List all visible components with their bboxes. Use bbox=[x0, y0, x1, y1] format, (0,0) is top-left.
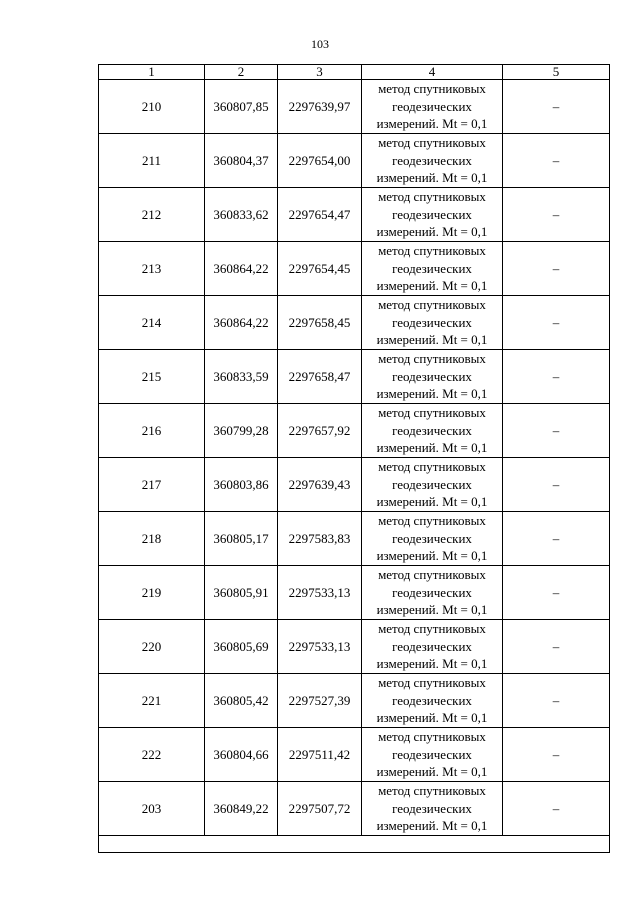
point-number-cell: 203 bbox=[99, 782, 205, 836]
note-cell: – bbox=[503, 134, 610, 188]
method-line: измерений. Mt = 0,1 bbox=[376, 656, 488, 672]
method-cell bbox=[362, 674, 503, 728]
point-number-cell: 219 bbox=[99, 566, 205, 620]
point-number-cell: 213 bbox=[99, 242, 205, 296]
point-number-cell: 221 bbox=[99, 674, 205, 728]
method-line: метод спутниковых bbox=[378, 621, 486, 637]
table-row bbox=[99, 566, 610, 620]
y-coordinate-cell: 2297657,92 bbox=[278, 404, 362, 458]
method-cell bbox=[362, 782, 503, 836]
table-row bbox=[99, 728, 610, 782]
note-cell: – bbox=[503, 674, 610, 728]
table-row bbox=[99, 80, 610, 134]
point-number-cell: 220 bbox=[99, 620, 205, 674]
method-line: измерений. Mt = 0,1 bbox=[376, 602, 488, 618]
point-number-cell: 218 bbox=[99, 512, 205, 566]
method-line: измерений. Mt = 0,1 bbox=[376, 494, 488, 510]
method-line: геодезических bbox=[392, 314, 472, 330]
table-row bbox=[99, 350, 610, 404]
method-line: метод спутниковых bbox=[378, 351, 486, 367]
table-row bbox=[99, 512, 610, 566]
method-line: метод спутниковых bbox=[378, 729, 486, 745]
point-number-cell: 216 bbox=[99, 404, 205, 458]
method-line: измерений. Mt = 0,1 bbox=[376, 170, 488, 186]
method-line: метод спутниковых bbox=[378, 459, 486, 475]
method-line: метод спутниковых bbox=[378, 513, 486, 529]
note-cell: – bbox=[503, 296, 610, 350]
method-line: метод спутниковых bbox=[378, 783, 486, 799]
method-line: геодезических bbox=[392, 638, 472, 654]
method-line: измерений. Mt = 0,1 bbox=[376, 548, 488, 564]
method-cell bbox=[362, 458, 503, 512]
x-coordinate-cell: 360805,42 bbox=[205, 674, 278, 728]
x-coordinate-cell: 360803,86 bbox=[205, 458, 278, 512]
column-header-2: 2 bbox=[205, 65, 278, 80]
method-cell bbox=[362, 296, 503, 350]
method-cell bbox=[362, 242, 503, 296]
column-header-4: 4 bbox=[362, 65, 503, 80]
note-cell: – bbox=[503, 512, 610, 566]
note-cell: – bbox=[503, 350, 610, 404]
y-coordinate-cell: 2297654,47 bbox=[278, 188, 362, 242]
page-number: 103 bbox=[311, 37, 329, 51]
column-header-1: 1 bbox=[99, 65, 205, 80]
header-row bbox=[99, 65, 610, 80]
y-coordinate-cell: 2297511,42 bbox=[278, 728, 362, 782]
y-coordinate-cell: 2297654,45 bbox=[278, 242, 362, 296]
method-cell bbox=[362, 512, 503, 566]
x-coordinate-cell: 360799,28 bbox=[205, 404, 278, 458]
note-cell: – bbox=[503, 620, 610, 674]
method-line: измерений. Mt = 0,1 bbox=[376, 710, 488, 726]
x-coordinate-cell: 360864,22 bbox=[205, 242, 278, 296]
point-number-cell: 215 bbox=[99, 350, 205, 404]
y-coordinate-cell: 2297658,45 bbox=[278, 296, 362, 350]
method-cell bbox=[362, 620, 503, 674]
table-row bbox=[99, 782, 610, 836]
method-line: метод спутниковых bbox=[378, 567, 486, 583]
method-line: метод спутниковых bbox=[378, 297, 486, 313]
method-line: геодезических bbox=[392, 476, 472, 492]
point-number-cell: 212 bbox=[99, 188, 205, 242]
note-cell: – bbox=[503, 188, 610, 242]
method-line: метод спутниковых bbox=[378, 405, 486, 421]
table-row bbox=[99, 404, 610, 458]
x-coordinate-cell: 360833,59 bbox=[205, 350, 278, 404]
table-row bbox=[99, 242, 610, 296]
method-line: геодезических bbox=[392, 692, 472, 708]
method-line: измерений. Mt = 0,1 bbox=[376, 116, 488, 132]
table-row bbox=[99, 188, 610, 242]
method-line: геодезических bbox=[392, 746, 472, 762]
method-line: геодезических bbox=[392, 800, 472, 816]
method-line: измерений. Mt = 0,1 bbox=[376, 764, 488, 780]
table-row bbox=[99, 458, 610, 512]
method-line: измерений. Mt = 0,1 bbox=[376, 386, 488, 402]
method-line: метод спутниковых bbox=[378, 135, 486, 151]
note-cell: – bbox=[503, 728, 610, 782]
method-cell bbox=[362, 566, 503, 620]
column-header-5: 5 bbox=[503, 65, 610, 80]
x-coordinate-cell: 360805,91 bbox=[205, 566, 278, 620]
method-line: геодезических bbox=[392, 422, 472, 438]
empty-footer-cell bbox=[99, 836, 610, 853]
method-line: геодезических bbox=[392, 530, 472, 546]
column-header-3: 3 bbox=[278, 65, 362, 80]
x-coordinate-cell: 360849,22 bbox=[205, 782, 278, 836]
point-number-cell: 210 bbox=[99, 80, 205, 134]
note-cell: – bbox=[503, 458, 610, 512]
table-body bbox=[99, 65, 610, 853]
method-line: метод спутниковых bbox=[378, 675, 486, 691]
table-row bbox=[99, 134, 610, 188]
x-coordinate-cell: 360807,85 bbox=[205, 80, 278, 134]
note-cell: – bbox=[503, 782, 610, 836]
x-coordinate-cell: 360833,62 bbox=[205, 188, 278, 242]
coordinates-table bbox=[98, 64, 610, 853]
table-row bbox=[99, 296, 610, 350]
x-coordinate-cell: 360864,22 bbox=[205, 296, 278, 350]
method-line: измерений. Mt = 0,1 bbox=[376, 224, 488, 240]
note-cell: – bbox=[503, 242, 610, 296]
method-line: геодезических bbox=[392, 260, 472, 276]
x-coordinate-cell: 360804,66 bbox=[205, 728, 278, 782]
method-line: измерений. Mt = 0,1 bbox=[376, 818, 488, 834]
method-line: геодезических bbox=[392, 368, 472, 384]
method-cell bbox=[362, 80, 503, 134]
x-coordinate-cell: 360804,37 bbox=[205, 134, 278, 188]
method-line: метод спутниковых bbox=[378, 243, 486, 259]
method-cell bbox=[362, 350, 503, 404]
y-coordinate-cell: 2297583,83 bbox=[278, 512, 362, 566]
method-cell bbox=[362, 188, 503, 242]
method-line: геодезических bbox=[392, 206, 472, 222]
method-cell bbox=[362, 728, 503, 782]
y-coordinate-cell: 2297658,47 bbox=[278, 350, 362, 404]
method-line: метод спутниковых bbox=[378, 81, 486, 97]
method-line: измерений. Mt = 0,1 bbox=[376, 278, 488, 294]
method-line: измерений. Mt = 0,1 bbox=[376, 332, 488, 348]
y-coordinate-cell: 2297639,43 bbox=[278, 458, 362, 512]
method-line: геодезических bbox=[392, 98, 472, 114]
y-coordinate-cell: 2297507,72 bbox=[278, 782, 362, 836]
method-cell bbox=[362, 404, 503, 458]
note-cell: – bbox=[503, 566, 610, 620]
method-line: метод спутниковых bbox=[378, 189, 486, 205]
y-coordinate-cell: 2297654,00 bbox=[278, 134, 362, 188]
y-coordinate-cell: 2297527,39 bbox=[278, 674, 362, 728]
y-coordinate-cell: 2297639,97 bbox=[278, 80, 362, 134]
method-line: геодезических bbox=[392, 584, 472, 600]
note-cell: – bbox=[503, 404, 610, 458]
method-line: геодезических bbox=[392, 152, 472, 168]
point-number-cell: 222 bbox=[99, 728, 205, 782]
x-coordinate-cell: 360805,17 bbox=[205, 512, 278, 566]
y-coordinate-cell: 2297533,13 bbox=[278, 620, 362, 674]
y-coordinate-cell: 2297533,13 bbox=[278, 566, 362, 620]
empty-footer-row bbox=[99, 836, 610, 853]
method-line: измерений. Mt = 0,1 bbox=[376, 440, 488, 456]
point-number-cell: 214 bbox=[99, 296, 205, 350]
x-coordinate-cell: 360805,69 bbox=[205, 620, 278, 674]
point-number-cell: 211 bbox=[99, 134, 205, 188]
table-row bbox=[99, 620, 610, 674]
point-number-cell: 217 bbox=[99, 458, 205, 512]
table-row bbox=[99, 674, 610, 728]
note-cell: – bbox=[503, 80, 610, 134]
method-cell bbox=[362, 134, 503, 188]
